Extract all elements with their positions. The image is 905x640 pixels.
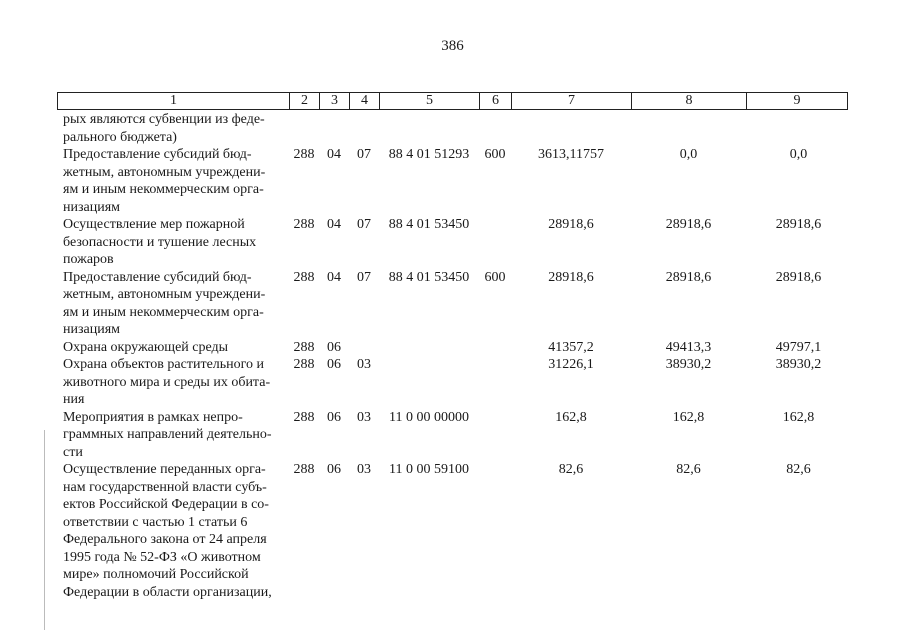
cell-4 xyxy=(349,111,379,146)
cell-7: 162,8 xyxy=(555,409,587,425)
header-col-9: 9 xyxy=(793,93,801,108)
header-col-4: 4 xyxy=(350,93,380,109)
cell-4: 03 xyxy=(357,357,371,372)
table-row xyxy=(57,146,851,216)
row-label: Охрана объектов растительного и животного мира и среды их обита- ния xyxy=(63,357,271,407)
row-label: Мероприятия в рамках непро- граммных направлений деятельно- сти xyxy=(63,409,272,460)
cell-4: 03 xyxy=(357,462,371,477)
cell-8: 82,6 xyxy=(676,462,701,477)
cell-7: 28918,6 xyxy=(548,217,594,232)
cell-6 xyxy=(479,111,511,146)
cell-8: 28918,6 xyxy=(665,269,712,285)
cell-6: 600 xyxy=(484,269,506,285)
cell-7: 31226,1 xyxy=(548,357,594,372)
cell-6 xyxy=(479,339,511,357)
cell-7: 82,6 xyxy=(558,462,584,477)
page-number: 386 xyxy=(441,38,464,54)
cell-6 xyxy=(479,461,511,601)
row-label: Осуществление мер пожарной безопасности и тушение лесных пожаров xyxy=(63,217,257,267)
header-col-6: 6 xyxy=(480,93,512,109)
row-label: Охрана окружающей среды xyxy=(63,339,229,355)
cell-9: 0,0 xyxy=(789,147,808,162)
cell-3: 04 xyxy=(327,147,341,162)
cell-3: 04 xyxy=(327,217,341,232)
cell-2: 288 xyxy=(293,147,315,162)
table-body xyxy=(57,111,851,601)
cell-8: 49413,3 xyxy=(665,339,712,355)
header-col-5: 5 xyxy=(380,93,480,109)
cell-code xyxy=(379,111,479,146)
cell-7: 3613,11757 xyxy=(538,147,604,162)
cell-8 xyxy=(631,111,746,146)
cell-code: 11 0 00 59100 xyxy=(389,462,469,477)
header-col-1: 1 xyxy=(58,93,290,109)
cell-8: 38930,2 xyxy=(665,357,712,372)
cell-2 xyxy=(289,111,319,146)
cell-2: 288 xyxy=(293,339,315,355)
cell-4 xyxy=(349,339,379,357)
cell-4: 03 xyxy=(357,409,371,425)
row-label: рых являются субвенции из феде- рального бюджета) xyxy=(63,112,265,145)
table-row xyxy=(57,111,851,146)
table-row xyxy=(57,269,851,339)
row-label: Предоставление субсидий бюд- жетным, автономным учреждени- ям и иным некоммерческим орга- низациям xyxy=(63,147,266,215)
cell-9: 28918,6 xyxy=(775,269,822,285)
cell-9: 49797,1 xyxy=(775,339,822,355)
table-row xyxy=(57,461,851,601)
cell-9: 28918,6 xyxy=(775,217,822,232)
cell-3: 06 xyxy=(327,462,341,477)
cell-9: 162,8 xyxy=(782,409,815,425)
table-row xyxy=(57,216,851,269)
cell-code xyxy=(379,339,479,357)
cell-9: 38930,2 xyxy=(775,357,822,372)
cell-6 xyxy=(479,216,511,269)
table-header xyxy=(57,92,848,110)
cell-7: 28918,6 xyxy=(548,269,594,285)
header-col-7: 7 xyxy=(512,93,632,109)
cell-7: 41357,2 xyxy=(548,339,594,355)
row-label: Осуществление переданных орга- нам государственной власти субъ- ектов Российской Федерации в со- ответствии с частью 1 статьи 6 Федерального закона от 24 апреля 1995 года № 52-ФЗ «О животном мире» полномочий Российской Федерации в области организации, xyxy=(63,462,272,600)
scan-margin-line xyxy=(44,430,45,630)
cell-code: 88 4 01 53450 xyxy=(388,269,470,285)
cell-code xyxy=(379,356,479,409)
cell-3: 06 xyxy=(327,357,341,372)
cell-6 xyxy=(479,356,511,409)
row-label: Предоставление субсидий бюд- жетным, автономным учреждени- ям и иным некоммерческим орга- низациям xyxy=(63,269,266,337)
cell-3 xyxy=(319,111,349,146)
cell-9 xyxy=(746,111,851,146)
cell-2: 288 xyxy=(293,217,315,232)
cell-6: 600 xyxy=(484,147,506,162)
table-row xyxy=(57,409,851,462)
cell-4: 07 xyxy=(357,147,371,162)
cell-2: 288 xyxy=(293,357,315,372)
cell-code: 11 0 00 00000 xyxy=(389,409,469,425)
cell-3: 06 xyxy=(327,339,341,355)
cell-2: 288 xyxy=(293,462,315,477)
cell-code: 88 4 01 53450 xyxy=(388,217,470,232)
cell-4: 07 xyxy=(357,269,371,285)
cell-9: 82,6 xyxy=(786,462,811,477)
cell-8: 28918,6 xyxy=(665,217,712,232)
cell-2: 288 xyxy=(293,269,315,285)
cell-3: 06 xyxy=(327,409,341,425)
cell-3: 04 xyxy=(327,269,341,285)
cell-8: 162,8 xyxy=(672,409,705,425)
cell-2: 288 xyxy=(293,409,315,425)
cell-4: 07 xyxy=(357,217,371,232)
cell-6 xyxy=(479,409,511,462)
table-row xyxy=(57,356,851,409)
cell-code: 88 4 01 51293 xyxy=(388,147,470,162)
cell-7 xyxy=(511,111,631,146)
header-col-8: 8 xyxy=(632,93,747,109)
table-row xyxy=(57,339,851,357)
header-col-2: 2 xyxy=(290,93,320,109)
header-col-3: 3 xyxy=(320,93,350,109)
cell-8: 0,0 xyxy=(679,147,698,162)
